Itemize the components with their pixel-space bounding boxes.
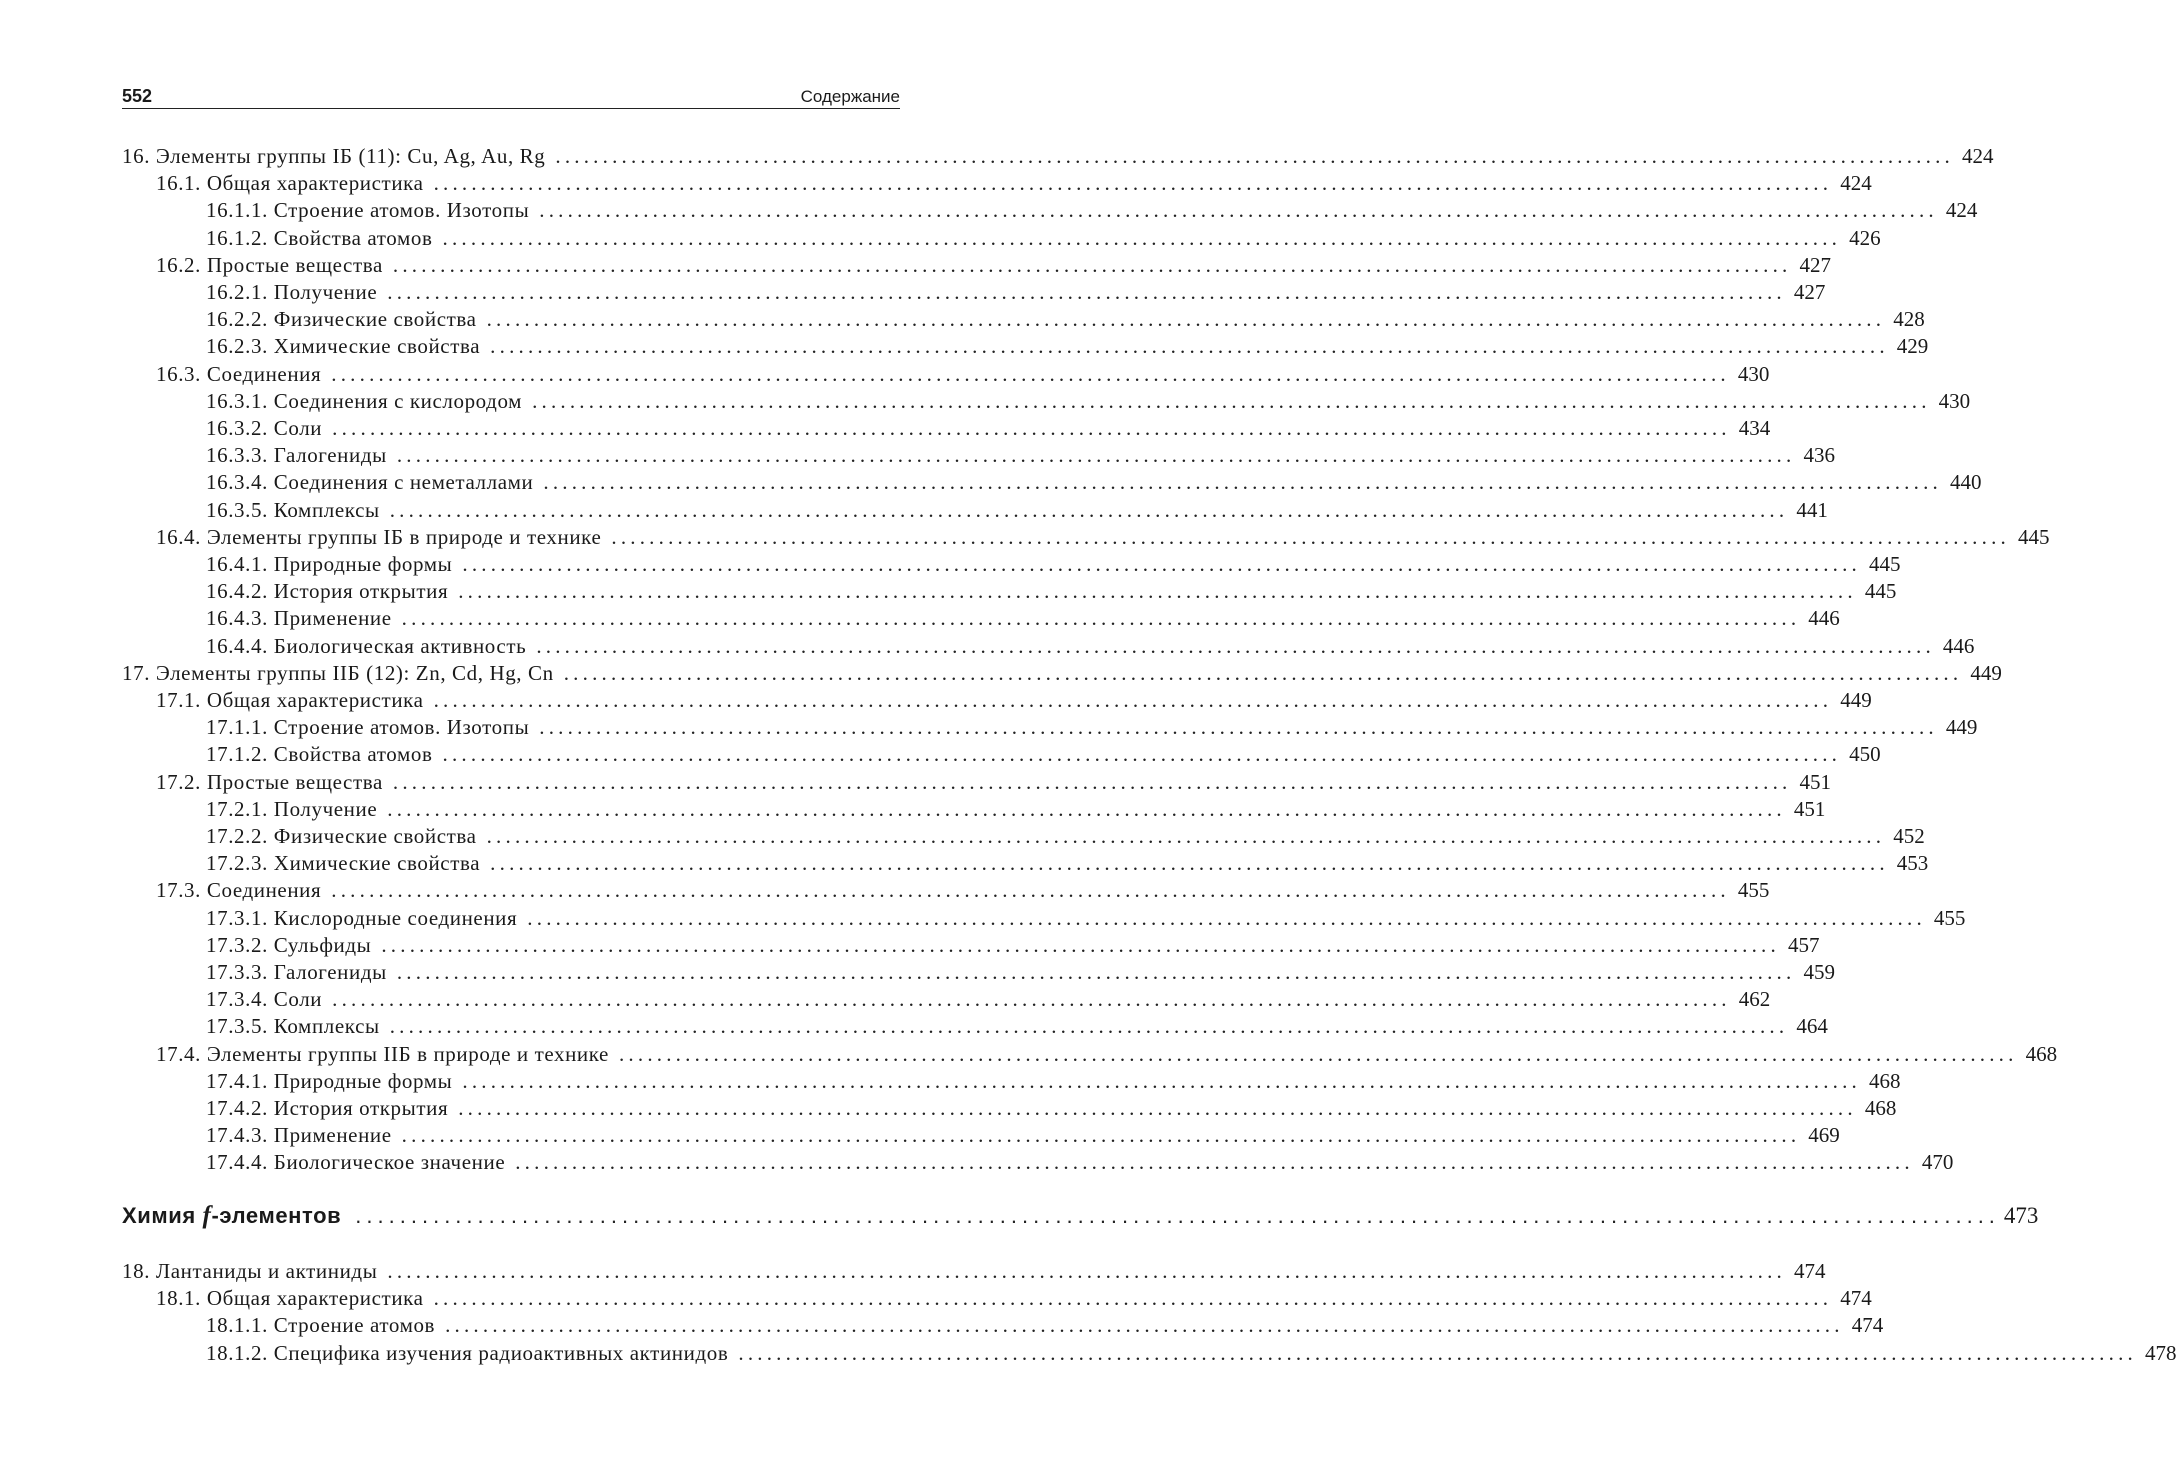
toc-entry-title: 16.4.4. Биологическая активность — [206, 633, 527, 658]
toc-entry-page-number: 450 — [1849, 742, 1881, 767]
toc-entry[interactable] — [206, 605, 1840, 631]
toc-entry-title: 17.2.1. Получение — [206, 796, 378, 821]
dot-leader: .................................................................................................................................................... — [387, 280, 1786, 304]
part-page-number: 473 — [2003, 1203, 2039, 1228]
toc-entry[interactable] — [206, 1312, 1884, 1338]
dot-leader: .................................................................................................................................................... — [486, 307, 1886, 332]
toc-entry[interactable] — [206, 333, 1929, 359]
toc-entry[interactable] — [206, 959, 1835, 985]
dot-leader: .................................................................................................................................................... — [527, 905, 1926, 930]
dot-leader: .................................................................................................................................................... — [490, 851, 1889, 876]
toc-entry-title: 16.3.5. Комплексы — [206, 497, 380, 522]
toc-entry[interactable] — [206, 1149, 1954, 1175]
toc-entry-page-number: 446 — [1808, 606, 1840, 631]
toc-entry-title: 17.2.3. Химические свойства — [206, 851, 481, 876]
toc-entry-page-number: 457 — [1787, 932, 1820, 957]
toc-entry[interactable] — [206, 578, 1897, 604]
dot-leader: .................................................................................................................................................... — [458, 1096, 1857, 1120]
dot-leader: .................................................................................................................................................... — [555, 144, 1954, 168]
toc-entry[interactable] — [206, 469, 1982, 495]
toc-entry[interactable] — [206, 306, 1925, 332]
toc-entry[interactable] — [156, 1285, 1872, 1311]
toc-entry[interactable] — [206, 741, 1881, 767]
toc-entry-title: 16. Элементы группы IБ (11): Cu, Ag, Au, Rg — [122, 144, 546, 168]
toc-entry-page-number: 449 — [1945, 715, 1978, 740]
toc-entry-title: 16.1.1. Строение атомов. Изотопы — [206, 198, 530, 223]
toc-entry-page-number: 453 — [1896, 851, 1929, 876]
dot-leader: .................................................................................................................................................... — [392, 769, 1792, 794]
toc-entry-page-number: 434 — [1738, 416, 1771, 440]
dot-leader: .................................................................................................................................................... — [442, 225, 1842, 250]
toc-entry-page-number: 464 — [1796, 1014, 1828, 1039]
dot-leader: .................................................................................................................................................... — [332, 416, 1731, 440]
toc-entry-title: 17.2.2. Физические свойства — [206, 824, 477, 848]
toc-entry[interactable] — [206, 1095, 1897, 1121]
toc-entry[interactable] — [206, 442, 1835, 468]
toc-entry-page-number: 449 — [1840, 688, 1872, 712]
toc-entry[interactable] — [206, 197, 1978, 223]
toc-entry-title: 16.1. Общая характеристика — [156, 171, 424, 196]
dot-leader: .................................................................................................................................................... — [462, 552, 1861, 576]
toc-entry-title: 16.4.1. Природные формы — [206, 552, 453, 576]
dot-leader: .................................................................................................................................................... — [442, 742, 1842, 767]
toc-entry-page-number: 478 — [2144, 1340, 2176, 1365]
dot-leader: .................................................................................................................................................... — [539, 715, 1938, 740]
dot-leader: .................................................................................................................................................... — [618, 1041, 2018, 1066]
toc-entry-page-number: 445 — [1869, 552, 1901, 576]
toc-entry-page-number: 462 — [1738, 987, 1771, 1012]
toc-entry-page-number: 445 — [1864, 579, 1897, 604]
toc-entry[interactable] — [206, 796, 1826, 822]
toc-entry-page-number: 427 — [1793, 280, 1826, 304]
dot-leader: .................................................................................................................................................... — [563, 660, 1963, 685]
toc-entry-title: 18.1.1. Строение атомов — [206, 1313, 436, 1338]
dot-leader: .................................................................................................................................................... — [490, 334, 1889, 359]
dot-leader: .................................................................................................................................................... — [387, 1259, 1787, 1283]
dot-leader: .................................................................................................................................................... — [539, 198, 1938, 223]
toc-entry-page-number: 452 — [1893, 824, 1925, 848]
page-number: 552 — [122, 86, 153, 106]
dot-leader: .................................................................................................................................................... — [611, 524, 2010, 549]
toc-entry-page-number: 441 — [1796, 497, 1828, 522]
toc-entry[interactable] — [122, 143, 1994, 169]
dot-leader: .................................................................................................................................................... — [396, 443, 1796, 468]
toc-entry-title: 17.1. Общая характеристика — [156, 688, 424, 712]
toc-entry-page-number: 468 — [1864, 1096, 1897, 1120]
toc-entry-title: 16.2.2. Физические свойства — [206, 307, 477, 332]
dot-leader: .................................................................................................................................................... — [396, 960, 1796, 984]
toc-entry-page-number: 459 — [1803, 960, 1835, 984]
dot-leader: .................................................................................................................................................... — [389, 497, 1789, 522]
dot-leader: .................................................................................................................................................... — [458, 579, 1857, 604]
dot-leader: .................................................................................................................................................... — [445, 1313, 1844, 1338]
toc-entry[interactable] — [122, 1258, 1826, 1284]
toc-entry-page-number: 474 — [1794, 1259, 1826, 1283]
dot-leader: .................................................................................................................................................... — [401, 1123, 1801, 1148]
toc-entry-title: 17.1.2. Свойства атомов — [206, 742, 433, 767]
toc-entry[interactable] — [156, 1041, 2058, 1067]
toc-entry-title: 17.3. Соединения — [156, 878, 322, 903]
toc-entry-page-number: 455 — [1933, 905, 1966, 930]
toc-entry-page-number: 474 — [1840, 1286, 1872, 1311]
dot-leader: .................................................................................................................................................... — [536, 633, 1935, 658]
toc-entry-title: 17.2. Простые вещества — [156, 769, 383, 794]
toc-entry[interactable] — [206, 633, 1975, 659]
toc-entry[interactable] — [156, 361, 1770, 387]
toc-entry[interactable] — [206, 1013, 1828, 1039]
page-header — [122, 86, 900, 109]
toc-entry-title: 17.4.3. Применение — [206, 1123, 392, 1148]
toc-entry-title: 16.3.2. Соли — [206, 416, 323, 440]
toc-entry-page-number: 429 — [1896, 334, 1929, 359]
toc-entry-page-number: 455 — [1737, 878, 1770, 903]
toc-entry[interactable] — [206, 1340, 2176, 1366]
toc-entry-page-number: 468 — [2025, 1041, 2058, 1066]
toc-entry-title: 17.4. Элементы группы IIБ в природе и технике — [156, 1041, 609, 1066]
dot-leader: .................................................................................................................................................... — [543, 470, 1942, 495]
dot-leader: .................................................................................................................................................... — [462, 1068, 1861, 1093]
dot-leader: .................................................................................................................................................... — [515, 1150, 1914, 1175]
toc-entry-page-number: 424 — [1961, 144, 1994, 168]
toc-entry-title: 16.2. Простые вещества — [156, 252, 383, 277]
dot-leader: .................................................................................................................................................... — [433, 1286, 1833, 1311]
toc-entry-title: 18.1. Общая характеристика — [156, 1286, 424, 1311]
toc-entry-page-number: 469 — [1808, 1123, 1840, 1148]
toc-entry[interactable] — [206, 932, 1820, 958]
toc-entry-title: 16.2.3. Химические свойства — [206, 334, 481, 359]
toc-entry[interactable] — [206, 551, 1901, 577]
toc-entry[interactable] — [206, 388, 1971, 414]
toc-entry-page-number: 446 — [1942, 633, 1975, 658]
toc-entry[interactable] — [206, 497, 1828, 523]
dot-leader: .................................................................................................................................................... — [433, 171, 1833, 196]
toc-entry-page-number: 427 — [1799, 252, 1832, 277]
toc-entry[interactable] — [156, 769, 1832, 795]
toc-entry-page-number: 451 — [1793, 796, 1826, 821]
toc-entry-page-number: 430 — [1938, 388, 1971, 413]
toc-entry-page-number: 474 — [1851, 1313, 1884, 1338]
toc-entry-title: 17.3.1. Кислородные соединения — [206, 905, 518, 930]
toc-entry-page-number: 468 — [1869, 1068, 1901, 1093]
toc-entry[interactable] — [206, 279, 1826, 305]
toc-entry-title: 16.4.3. Применение — [206, 606, 392, 631]
dot-leader: .................................................................................................................................................... — [355, 1203, 2000, 1228]
toc-entry[interactable] — [206, 415, 1771, 441]
toc-entry-title: 16.3.4. Соединения с неметаллами — [206, 470, 534, 495]
dot-leader: .................................................................................................................................................... — [433, 688, 1833, 712]
toc-entry[interactable] — [206, 1068, 1901, 1094]
toc-entry[interactable] — [206, 905, 1966, 931]
toc-entry-title: 17.4.1. Природные формы — [206, 1068, 453, 1093]
toc-entry-title: 16.3.3. Галогениды — [206, 443, 387, 468]
part-heading[interactable] — [122, 1200, 2039, 1232]
dot-leader: .................................................................................................................................................... — [331, 361, 1730, 386]
toc-entry-title: 17.4.4. Биологическое значение — [206, 1150, 506, 1175]
toc-entry[interactable] — [156, 877, 1770, 903]
dot-leader: .................................................................................................................................................... — [387, 796, 1786, 821]
toc-entry[interactable] — [206, 1122, 1840, 1148]
toc-entry-title: 16.1.2. Свойства атомов — [206, 225, 433, 250]
part-title: Химия f-элементов — [122, 1202, 342, 1229]
toc-entry-page-number: 470 — [1921, 1150, 1954, 1175]
dot-leader: .................................................................................................................................................... — [738, 1340, 2137, 1365]
running-head: Содержание — [800, 87, 900, 106]
toc-entry-page-number: 449 — [1970, 660, 2002, 685]
toc-entry-title: 17.3.4. Соли — [206, 987, 323, 1012]
toc-entry-title: 16.3. Соединения — [156, 361, 322, 386]
toc-entry[interactable] — [156, 252, 1832, 278]
toc-entry-title: 17.1.1. Строение атомов. Изотопы — [206, 715, 530, 740]
toc-entry-page-number: 436 — [1803, 443, 1835, 468]
toc-entry-page-number: 428 — [1893, 307, 1925, 332]
toc-entry-title: 16.4.2. История открытия — [206, 579, 449, 604]
toc-entry[interactable] — [206, 823, 1925, 849]
dot-leader: .................................................................................................................................................... — [401, 606, 1801, 631]
toc-entry-title: 18. Лантаниды и актиниды — [122, 1259, 378, 1283]
toc-entry[interactable] — [156, 170, 1872, 196]
toc-entry[interactable] — [206, 714, 1978, 740]
toc-entry[interactable] — [156, 524, 2050, 550]
dot-leader: .................................................................................................................................................... — [392, 252, 1792, 277]
toc-entry[interactable] — [122, 660, 2002, 686]
toc-entry[interactable] — [206, 850, 1929, 876]
toc-entry-title: 17.3.2. Сульфиды — [206, 932, 372, 957]
toc-entry-title: 17.3.5. Комплексы — [206, 1014, 380, 1039]
toc-entry-page-number: 426 — [1849, 225, 1881, 250]
toc-entry-title: 16.2.1. Получение — [206, 280, 378, 304]
dot-leader: .................................................................................................................................................... — [486, 824, 1886, 848]
dot-leader: .................................................................................................................................................... — [389, 1014, 1789, 1039]
toc-entry[interactable] — [206, 225, 1881, 251]
toc-entry-title: 16.3.1. Соединения с кислородом — [206, 388, 523, 413]
dot-leader: .................................................................................................................................................... — [381, 932, 1780, 957]
dot-leader: .................................................................................................................................................... — [332, 987, 1731, 1012]
toc-entry-page-number: 424 — [1945, 198, 1978, 223]
toc-entry-title: 17. Элементы группы IIБ (12): Zn, Cd, Hg, Cn — [122, 660, 554, 685]
toc-entry-title: 16.4. Элементы группы IБ в природе и технике — [156, 524, 602, 549]
toc-entry[interactable] — [156, 687, 1872, 713]
dot-leader: .................................................................................................................................................... — [331, 878, 1730, 903]
toc-entry-title: 17.4.2. История открытия — [206, 1096, 449, 1120]
dot-leader: .................................................................................................................................................... — [532, 388, 1931, 413]
toc-entry-page-number: 424 — [1840, 171, 1872, 196]
toc-entry-page-number: 440 — [1949, 470, 1982, 495]
toc-entry-title: 18.1.2. Специфика изучения радиоактивных актинидов — [206, 1340, 729, 1365]
toc-entry-page-number: 451 — [1799, 769, 1832, 794]
toc-entry-page-number: 430 — [1737, 361, 1770, 386]
toc-entry-page-number: 445 — [2017, 524, 2050, 549]
toc-entry[interactable] — [206, 986, 1771, 1012]
toc-entry-title: 17.3.3. Галогениды — [206, 960, 387, 984]
